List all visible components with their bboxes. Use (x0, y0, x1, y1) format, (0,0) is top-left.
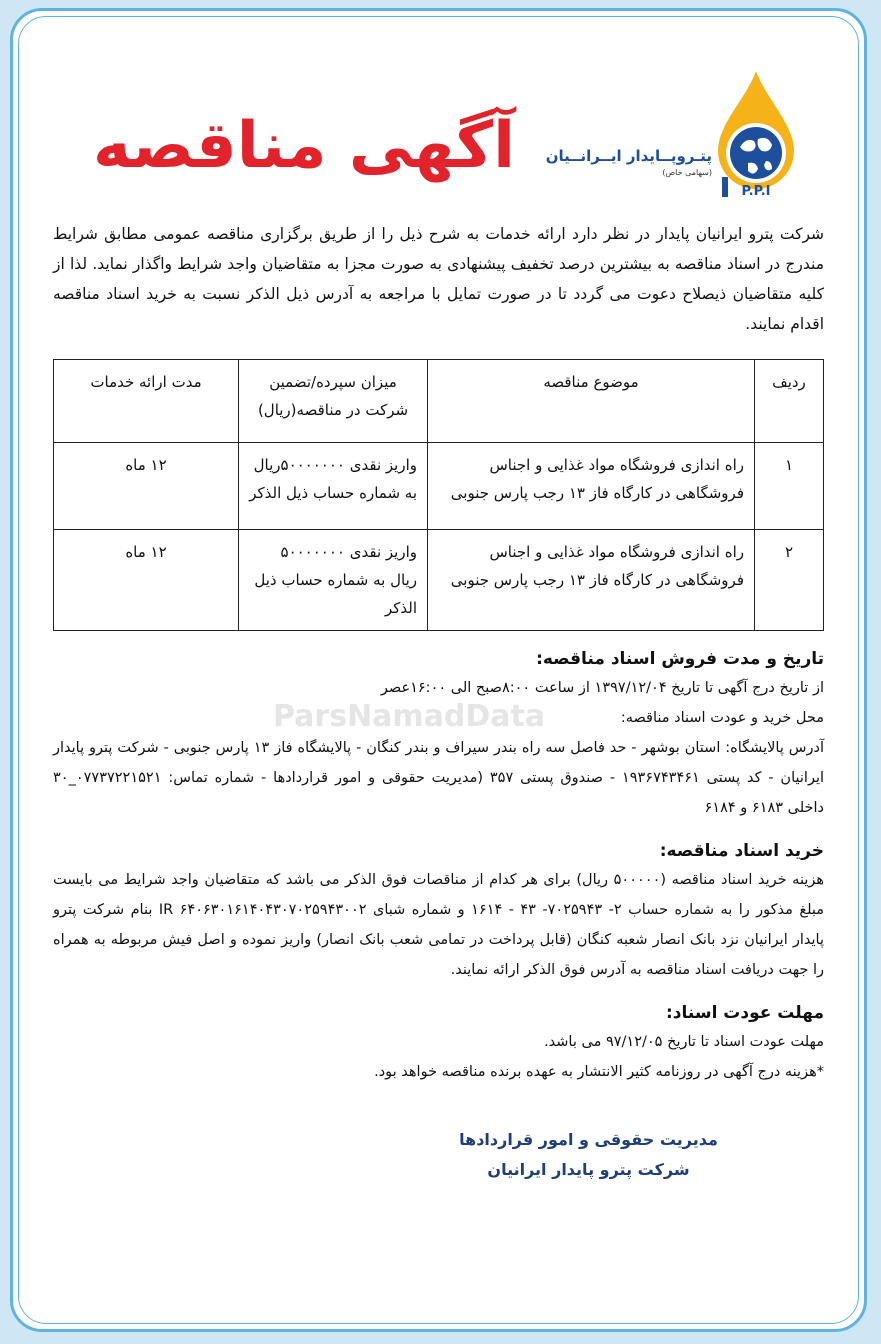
sale-dates: از تاریخ درج آگهی تا تاریخ ۱۳۹۷/۱۲/۰۴ از ساعت ۸:۰۰صبح الی ۱۶:۰۰عصر (380, 680, 824, 696)
cell-row-number: ۱ (755, 443, 824, 530)
signature (53, 1125, 867, 1185)
header-guarantee: میزان سپرده/تضمین شرکت در مناقصه(ریال) (239, 360, 428, 443)
cell-period: ۱۲ ماه (54, 530, 239, 631)
main-content (53, 219, 824, 1185)
return-text: مهلت عودت اسناد تا تاریخ ۹۷/۱۲/۰۵ می باشد. (544, 1034, 824, 1050)
header-subject: موضوع مناقصه (428, 360, 755, 443)
table-row (54, 530, 824, 631)
advert-cost-note: *هزینه درج آگهی در روزنامه کثیر الانتشار به عهده برنده مناقصه خواهد بود. (374, 1064, 824, 1080)
brand (546, 147, 712, 177)
sale-place-label: محل خرید و عودت اسناد مناقصه: (620, 710, 824, 726)
logo-text: P.P.I (741, 184, 771, 199)
ppi-logo-icon (696, 69, 816, 199)
sale-section-title: تاریخ و مدت فروش اسناد مناقصه: (536, 649, 824, 669)
cell-row-number: ۲ (755, 530, 824, 631)
signature-line-1: مدیریت حقوقی و امور قراردادها (459, 1130, 718, 1149)
brand-name: پتـروپــایدار ایــرانــیان (545, 147, 712, 165)
tenders-table (53, 359, 824, 631)
table-row (54, 443, 824, 530)
return-section-title: مهلت عودت اسناد: (666, 1003, 824, 1023)
cell-guarantee: واریز نقدی ۵۰۰۰۰۰۰۰ریال به شماره حساب ذیل الذکر (239, 443, 428, 530)
table-header-row (54, 360, 824, 443)
brand-subtitle: (سهامی خاص) (662, 168, 712, 177)
header-period: مدت ارائه خدمات (54, 360, 239, 443)
purchase-text: هزینه خرید اسناد مناقصه (۵۰۰۰۰۰ ریال) برای هر کدام از مناقصات فوق الذکر می باشد که متقاضیان واجد شرایط می بایست مبلغ مذکور را به شماره حساب ۲- ۷۰۲۵۹۴۳- ۴۳ - ۱۶۱۴ و شماره شبای IR ۶۴۰۶۳۰۱۶۱۴۰۴۳۰۷۰۲۵۹۴۳۰۰۲ بنام شرکت پترو پایدار ایرانیان نزد بانک انصار شعبه کنگان (قابل پرداخت در تمامی شعب بانک انصار) واریز نموده و اصل فیش مربوطه به همراه را جهت دریافت اسناد مناقصه به آدرس فوق الذکر ارائه نمایند. (53, 872, 825, 978)
purchase-section-title: خرید اسناد مناقصه: (659, 841, 824, 861)
signature-line-2: شرکت پترو پایدار ایرانیان (487, 1160, 690, 1179)
watermark: ParsNamadData (273, 699, 546, 734)
cell-subject: راه اندازی فروشگاه مواد غذایی و اجناس فروشگاهی در کارگاه فاز ۱۳ رجب پارس جنوبی (428, 443, 755, 530)
cell-period: ۱۲ ماه (54, 443, 239, 530)
page-title: آگهی مناقصه (93, 109, 515, 183)
cell-guarantee: واریز نقدی ۵۰۰۰۰۰۰۰ ریال به شماره حساب ذیل الذکر (239, 530, 428, 631)
intro-paragraph: شرکت پترو ایرانیان پایدار در نظر دارد ارائه خدمات به شرح ذیل را از طریق برگزاری مناقصه عمومی مطابق شرایط مندرج در اسناد مناقصه به بیشترین درصد تخفیف پیشنهادی به صورت مجزا به متقاضیان واجد شرایط واگذار نماید. لذا از کلیه متقاضیان ذیصلاح دعوت می گردد تا در صورت تمایل با مراجعه به آدرس ذیل الذکر نسبت به خرید اسناد مناقصه اقدام نمایند. (53, 225, 824, 333)
sale-address: آدرس پالایشگاه: استان بوشهر - حد فاصل سه راه بندر سیراف و بندر کنگان - پالایشگاه فاز ۱۳ پارس جنوبی - شرکت پترو پایدار ایرانیان - کد پستی ۱۹۳۶۷۴۳۴۶۱ - صندوق پستی ۳۵۷ (مدیریت حقوقی و امور قراردادها - شماره تماس: ۰۷۷۳۷۲۲۱۵۲۱_۳۰ داخلی ۶۱۸۳ و ۶۱۸۴ (53, 740, 825, 816)
header-row-number: ردیف (755, 360, 824, 443)
page-frame (10, 8, 867, 1332)
header (13, 51, 864, 201)
cell-subject: راه اندازی فروشگاه مواد غذایی و اجناس فروشگاهی در کارگاه فاز ۱۳ رجب پارس جنوبی (428, 530, 755, 631)
